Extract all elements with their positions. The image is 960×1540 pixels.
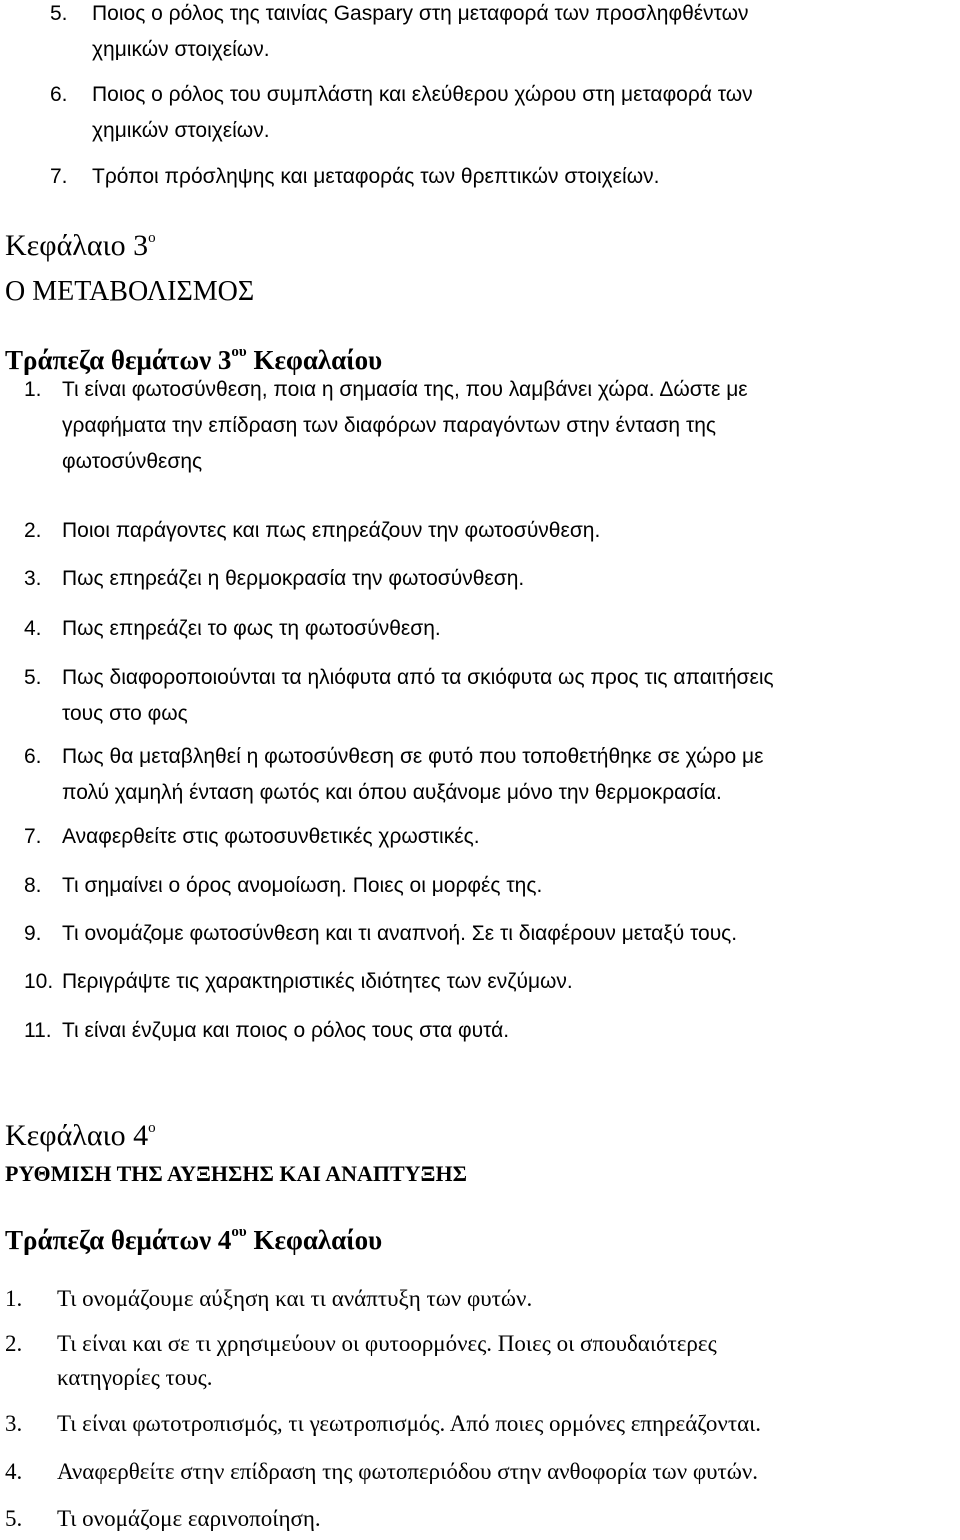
item-text: Τι ονομάζομε εαρινοποίηση. [57, 1506, 321, 1531]
list-item [50, 159, 950, 195]
item-text: Πως διαφοροποιούνται τα ηλιόφυτα από τα σκιόφυτα ως προς τις απαιτήσεις τους στο φως [62, 666, 774, 725]
item-text: Τι είναι και σε τι χρησιμεύουν οι φυτοορμόνες. Ποιες οι σπουδαιότερες κατηγορίες τους. [57, 1331, 717, 1390]
item-text: Περιγράψτε τις χαρακτηριστικές ιδιότητες των ενζύμων. [62, 970, 573, 993]
item-number: 2. [24, 519, 42, 542]
chapter-4-question-bank-title: Τράπεζα θεμάτων $4^{o\upsilon}$ Κεφαλαίου [5, 1224, 383, 1255]
list-item [24, 1013, 954, 1049]
item-text: Πως επηρεάζει το φως τη φωτοσύνθεση. [62, 617, 441, 640]
list-item [24, 561, 954, 597]
item-text: Τι ονομάζομε φωτοσύνθεση και τι αναπνοή. Σε τι διαφέρουν μεταξύ τους. [62, 922, 738, 945]
list-item [24, 372, 954, 480]
item-text: Ποιος ο ρόλος της ταινίας Gaspary στη μεταφορά των προσληφθέντων χημικών στοιχείων. [92, 2, 749, 61]
item-text: Τι είναι φωτοσύνθεση, ποια η σημασία της, που λαμβάνει χώρα. Δώστε με γραφήματα την επίδραση των διαφόρων παραγόντων στην ένταση της φωτοσύνθεσης [62, 378, 748, 473]
item-text: Τι είναι φωτοτροπισμός, τι γεωτροπισμός. Από ποιες ορμόνες επηρεάζονται. [57, 1411, 762, 1436]
item-number: 5. [50, 2, 68, 25]
list-item [5, 1502, 955, 1536]
item-number: 8. [24, 874, 42, 897]
item-text: Τι ονομάζουμε αύξηση και τι ανάπτυξη των φυτών. [57, 1286, 533, 1311]
item-number: 3. [24, 567, 42, 590]
item-number: 4. [5, 1459, 23, 1484]
list-item [24, 819, 954, 855]
item-number: 1. [24, 378, 42, 401]
list-item [5, 1327, 955, 1395]
item-text: Αναφερθείτε στις φωτοσυνθετικές χρωστικές. [62, 825, 480, 848]
item-number: 6. [24, 745, 42, 768]
chapter-3-heading: Κεφάλαιο $3^o$ [5, 229, 156, 262]
list-item [50, 77, 950, 149]
list-item [50, 0, 950, 68]
item-number: 5. [24, 666, 42, 689]
item-number: 4. [24, 617, 42, 640]
chapter-4-heading: Κεφάλαιο $4^o$ [5, 1119, 156, 1152]
item-text: Τι σημαίνει ο όρος ανομοίωση. Ποιες οι μορφές της. [62, 874, 543, 897]
list-item [5, 1282, 955, 1316]
list-item [24, 964, 954, 1000]
item-number: 3. [5, 1411, 23, 1436]
list-item [24, 611, 954, 647]
list-item [5, 1455, 955, 1489]
item-text: Αναφερθείτε στην επίδραση της φωτοπεριόδου στην ανθοφορία των φυτών. [57, 1459, 759, 1484]
item-number: 2. [5, 1331, 23, 1356]
item-text: Τι είναι ένζυμα και ποιος ο ρόλος τους στα φυτά. [62, 1019, 510, 1042]
item-text: Ποιος ο ρόλος του συμπλάστη και ελεύθερου χώρου στη μεταφορά των χημικών στοιχείων. [92, 83, 753, 142]
item-number: 7. [24, 825, 42, 848]
item-number: 7. [50, 165, 68, 188]
list-item [24, 868, 954, 904]
chapter-3-question-bank-title: Τράπεζα θεμάτων $3^{o\upsilon}$ Κεφαλαίου [5, 344, 383, 375]
item-text: Πως θα μεταβληθεί η φωτοσύνθεση σε φυτό που τοποθετήθηκε σε χώρο με πολύ χαμηλή ένταση φωτός και όπου αυξάνομε μόνο την θερμοκρασία. [62, 745, 764, 804]
item-text: Πως επηρεάζει η θερμοκρασία την φωτοσύνθεση. [62, 567, 525, 590]
list-item [5, 1407, 955, 1441]
list-item [24, 739, 954, 811]
item-number: 1. [5, 1286, 23, 1311]
list-item [24, 916, 954, 952]
item-number: 11. [24, 1019, 52, 1042]
item-number: 9. [24, 922, 42, 945]
chapter-4-subtitle: ΡΥΘΜΙΣΗ ΤΗΣ ΑΥΞΗΣΗΣ ΚΑΙ ΑΝΑΠΤΥΞΗΣ [5, 1161, 467, 1186]
item-text: Τρόποι πρόσληψης και μεταφοράς των θρεπτικών στοιχείων. [92, 165, 660, 188]
item-text: Ποιοι παράγοντες και πως επηρεάζουν την φωτοσύνθεση. [62, 519, 601, 542]
list-item [24, 660, 954, 732]
list-item [24, 513, 954, 549]
chapter-3-subtitle: Ο ΜΕΤΑΒΟΛΙΣΜΟΣ [5, 276, 255, 307]
item-number: 10. [24, 970, 54, 993]
item-number: 5. [5, 1506, 23, 1531]
item-number: 6. [50, 83, 68, 106]
